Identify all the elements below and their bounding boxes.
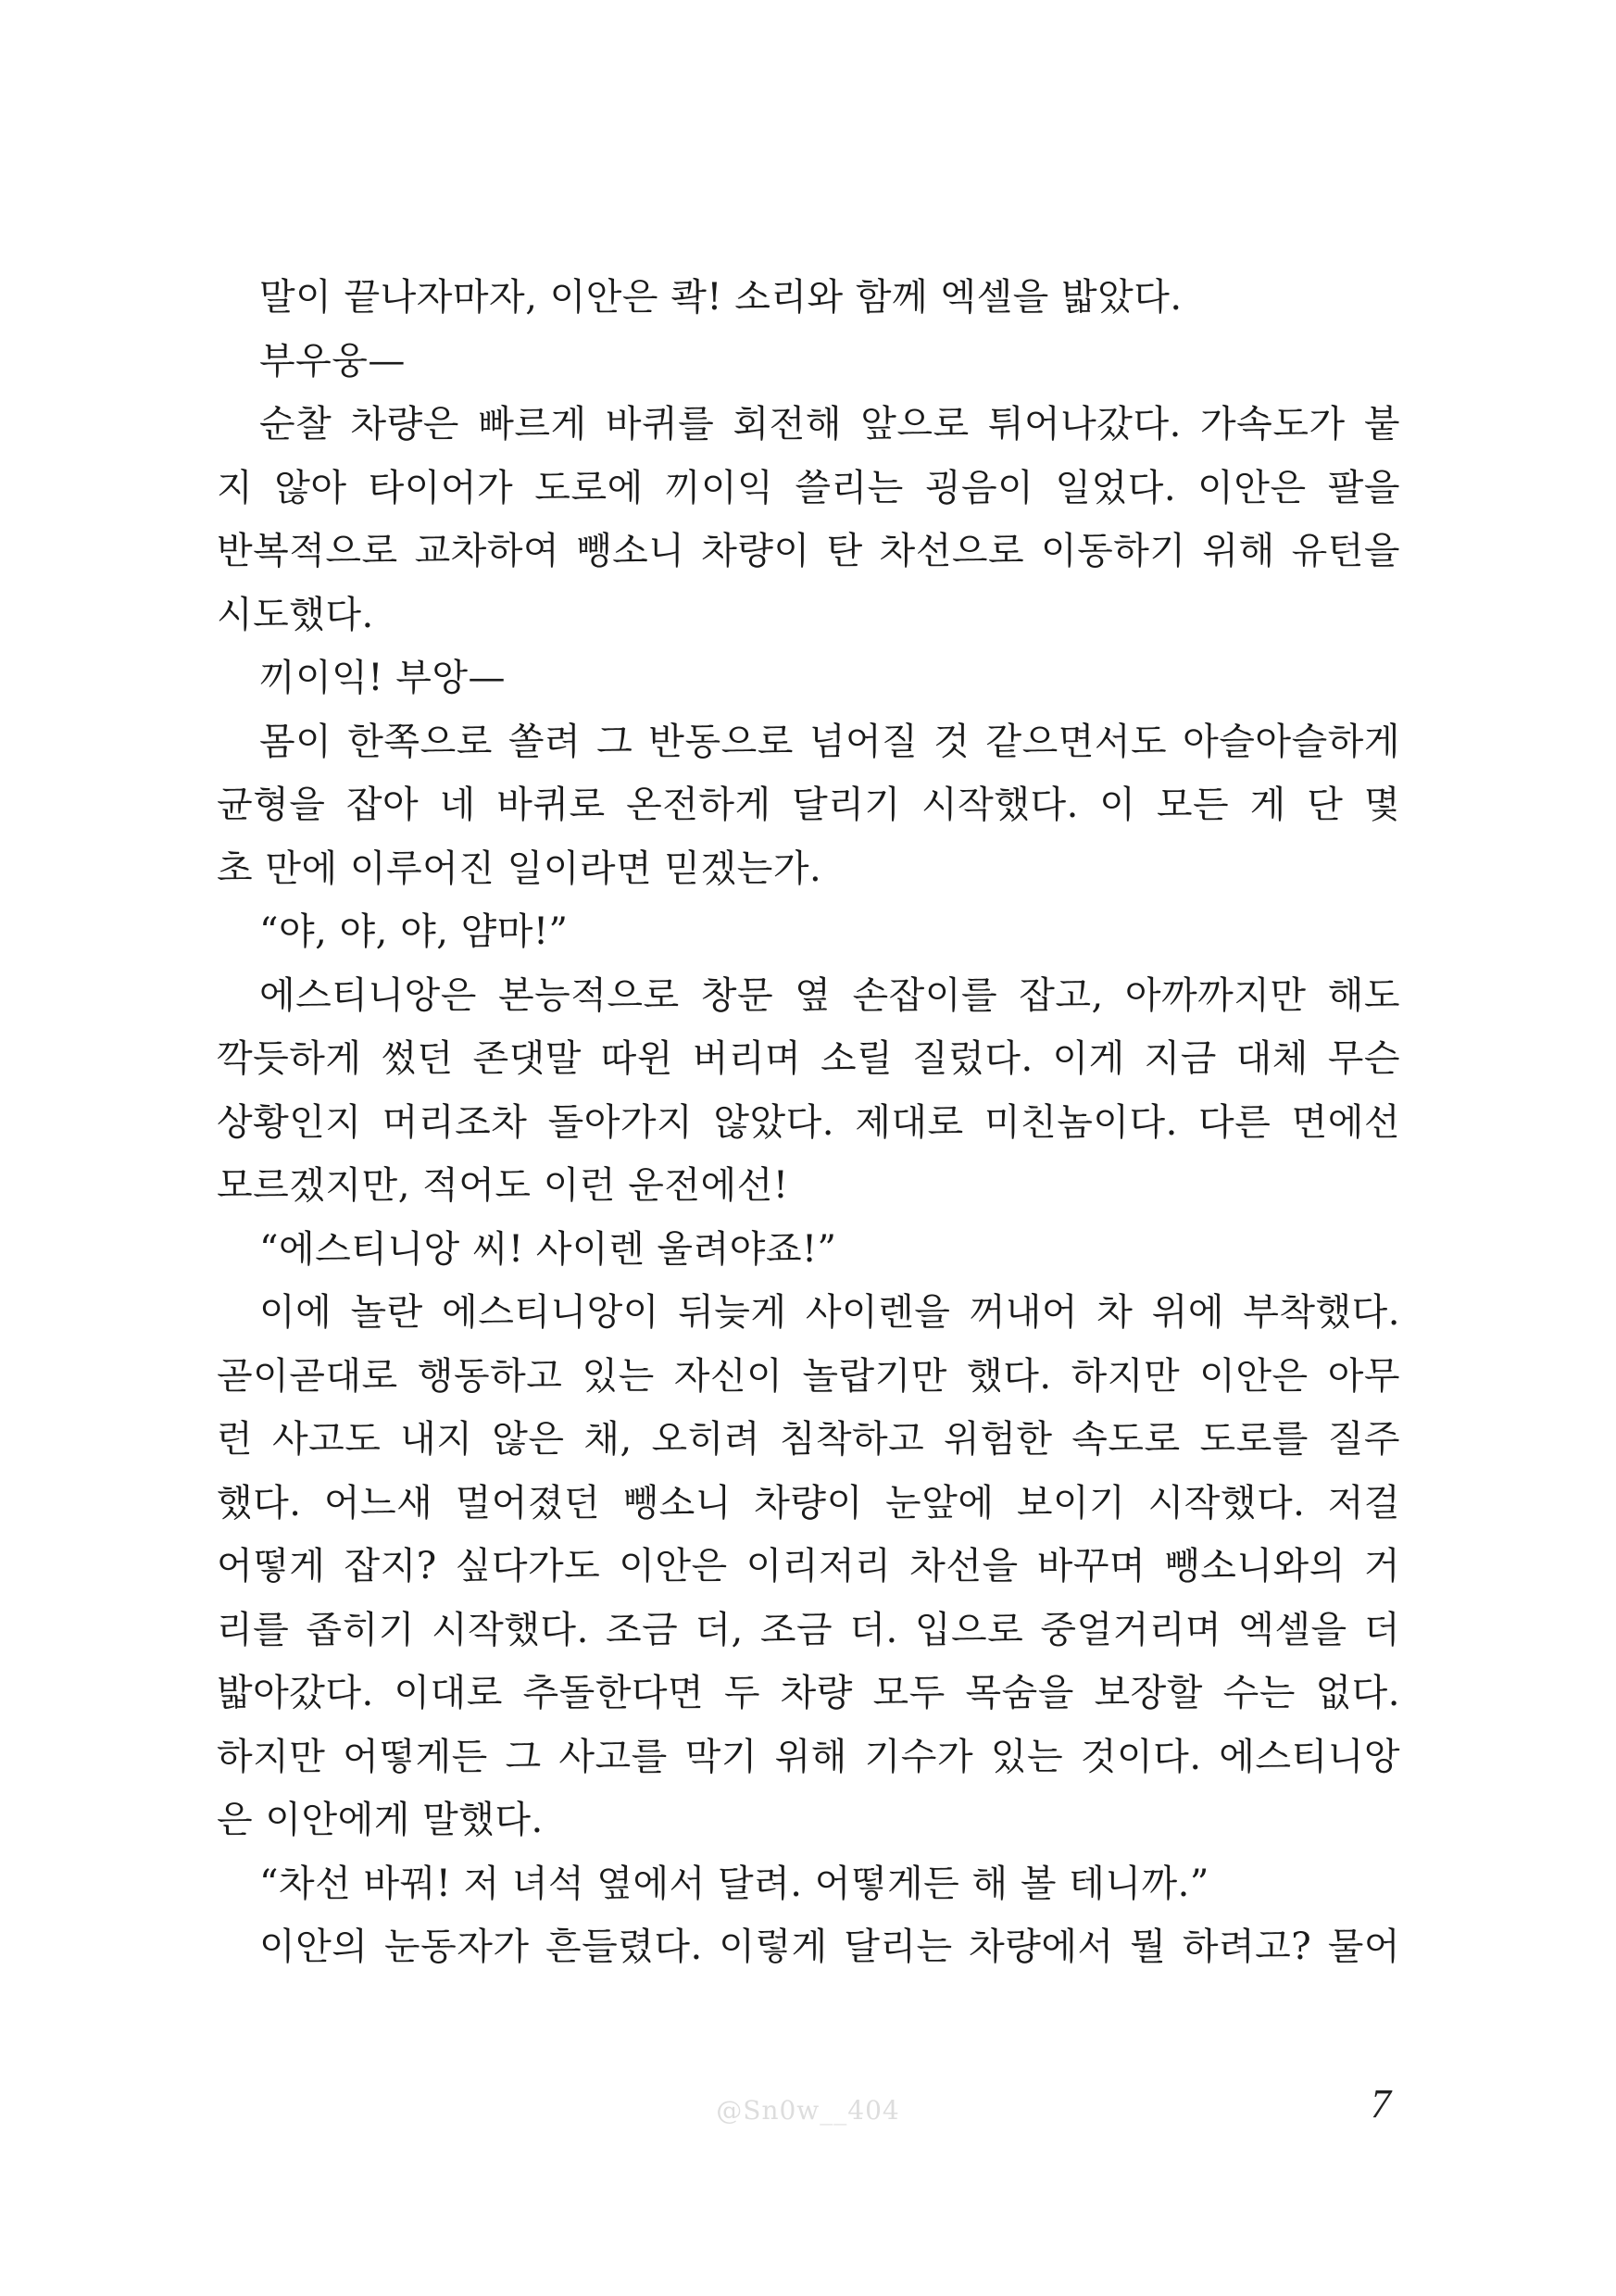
text-line: 상황인지 머리조차 돌아가지 않았다. 제대로 미친놈이다. 다른 면에선 <box>217 1100 1400 1144</box>
text-line: 어떻게 잡지? 싶다가도 이안은 이리저리 차선을 바꾸며 뺑소니와의 거 <box>217 1545 1400 1587</box>
text-line: “에스티니앙 씨! 사이렌 울려야죠!” <box>259 1227 837 1271</box>
text-line: 반복적으로 교차하여 뺑소니 차량이 탄 차선으로 이동하기 위해 유턴을 <box>217 530 1400 572</box>
text-line: 말이 끝나자마자, 이안은 콱! 소리와 함께 엑셀을 밟았다. <box>259 276 1183 319</box>
page-number: 7 <box>1371 2081 1391 2127</box>
watermark: @Sn0w__404 <box>716 2095 900 2126</box>
text-line: 은 이안에게 말했다. <box>217 1799 544 1841</box>
text-line: 하지만 어떻게든 그 사고를 막기 위해 기수가 있는 것이다. 에스티니앙 <box>217 1735 1400 1778</box>
text-line: 초 만에 이루어진 일이라면 믿겠는가. <box>217 847 822 890</box>
text-line: “차선 바꿔! 저 녀석 옆에서 달려. 어떻게든 해 볼 테니까.” <box>259 1862 1209 1905</box>
text-line: 리를 좁히기 시작했다. 조금 더, 조금 더. 입으로 중얼거리며 엑셀을 더 <box>217 1608 1400 1651</box>
text-line: 시도했다. <box>217 593 374 636</box>
text-line: 런 사고도 내지 않은 채, 오히려 침착하고 위험한 속도로 도로를 질주 <box>217 1418 1400 1461</box>
text-line: 깍듯하게 썼던 존댓말 따윈 버리며 소릴 질렀다. 이게 지금 대체 무슨 <box>217 1037 1400 1080</box>
text-line: 몸이 한쪽으로 쏠려 그 반동으로 넘어질 것 같으면서도 아슬아슬하게 <box>259 720 1400 763</box>
text-line: 밟아갔다. 이대로 추돌한다면 두 차량 모두 목숨을 보장할 수는 없다. <box>217 1672 1400 1714</box>
text-line: 지 않아 타이어가 도로에 끼이익 쓸리는 굉음이 일었다. 이안은 팔을 <box>217 466 1400 509</box>
text-line: 모르겠지만, 적어도 이런 운전에선! <box>217 1164 789 1207</box>
text-line: “야, 야, 야, 얌마!” <box>259 910 569 953</box>
text-line: 곧이곧대로 행동하고 있는 자신이 놀랍기만 했다. 하지만 이안은 아무 <box>217 1354 1400 1398</box>
text-line: 균형을 잡아 네 바퀴로 온전하게 달리기 시작했다. 이 모든 게 단 몇 <box>217 784 1400 826</box>
text-line: 부우웅— <box>259 339 406 383</box>
text-line: 에스티니앙은 본능적으로 창문 옆 손잡이를 잡고, 아까까지만 해도 <box>259 973 1400 1017</box>
text-line: 이에 놀란 에스티니앙이 뒤늦게 사이렌을 꺼내어 차 위에 부착했다. <box>259 1291 1400 1334</box>
text-line: 했다. 어느새 멀어졌던 뺑소니 차량이 눈앞에 보이기 시작했다. 저걸 <box>217 1481 1400 1524</box>
text-line: 순찰 차량은 빠르게 바퀴를 회전해 앞으로 튀어나갔다. 가속도가 붙 <box>259 403 1400 445</box>
page-body <box>217 266 1400 1979</box>
text-line: 끼이익! 부앙— <box>259 657 506 699</box>
text-line: 이안의 눈동자가 흔들렸다. 이렇게 달리는 차량에서 뭘 하려고? 물어 <box>259 1926 1400 1968</box>
